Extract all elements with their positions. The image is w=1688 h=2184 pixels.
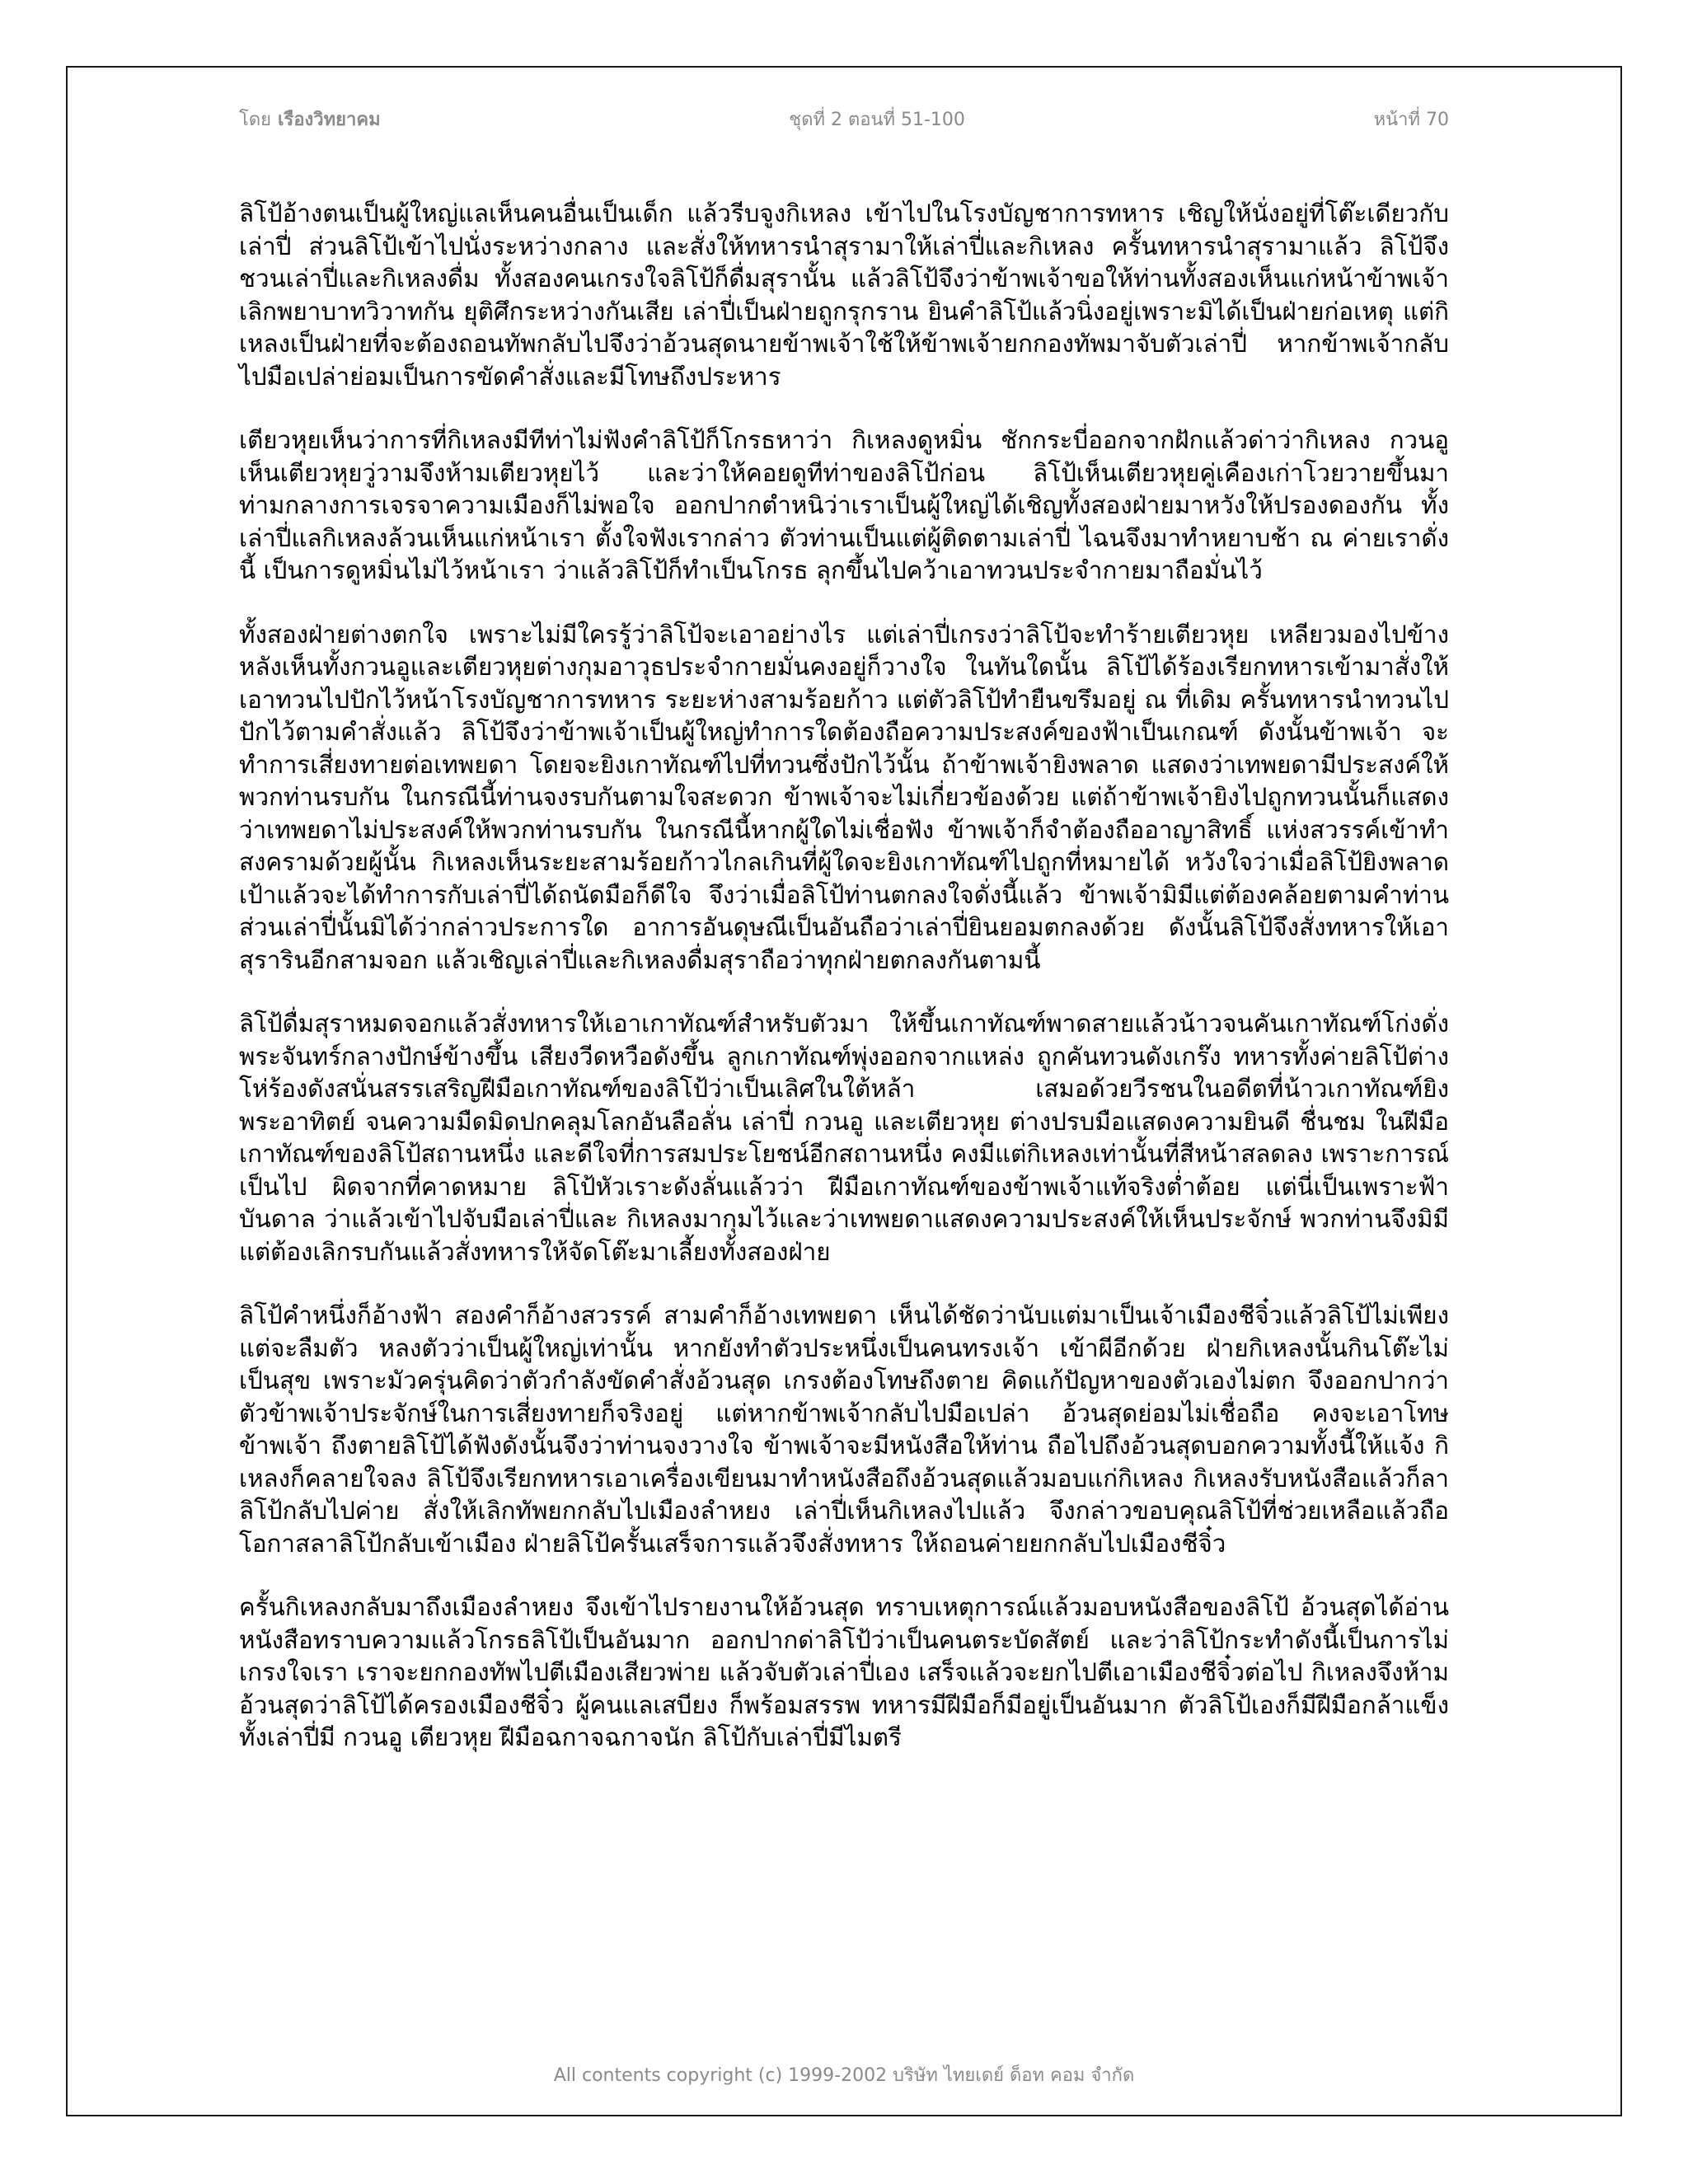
paragraph-4: ลิโป้ดื่มสุราหมดจอกแล้วสั่งทหารให้เอาเกาทัณฑ์สำหรับตัวมา ให้ขึ้นเกาทัณฑ์พาดสายแล้วน้าวจนคันเกาทัณฑ์โก่งดั่งพระจันทร์กลางปักษ์ข้างขึ้น เสียงวีดหวือดังขึ้น ลูกเกาทัณฑ์พุ่งออกจากแหล่ง ถูกคันทวนดังเกร๊ง ทหารทั้งค่ายลิโป้ต่างโห่ร้องดังสนั่นสรรเสริญฝีมือเกาทัณฑ์ของลิโป้ว่าเป็นเลิศในใต้หล้า เสมอด้วยวีรชนในอดีตที่น้าวเกาทัณฑ์ยิงพระอาทิตย์ จนความมืดมิดปกคลุมโลกอันลือลั่น เล่าปี่ กวนอู และเตียวหุย ต่างปรบมือแสดงความยินดี ชื่นชม ในฝีมือเกาทัณฑ์ของลิโป้สถานหนึ่ง และดีใจที่การสมประโยชน์อีกสถานหนึ่ง คงมีแต่กิเหลงเท่านั้นที่สีหน้าสลดลง เพราะการณ์เป็นไป ผิดจากที่คาดหมาย ลิโป้หัวเราะดังลั่นแล้วว่า ฝีมือเกาทัณฑ์ของข้าพเจ้าแท้จริงต่ำต้อย แต่นี่เป็นเพราะฟ้าบันดาล ว่าแล้วเข้าไปจับมือเล่าปี่และ กิเหลงมากุมไว้และว่าเทพยดาแสดงความประสงค์ให้เห็นประจักษ์ พวกท่านจึงมิมีแต่ต้องเลิกรบกันแล้วสั่งทหารให้จัดโต๊ะมาเลี้ยงทั้งสองฝ่าย	[239, 1010, 1449, 1266]
author-name: เรืองวิทยาคม	[278, 109, 381, 130]
article-body	[239, 198, 1449, 1786]
paragraph-5: ลิโป้คำหนึ่งก็อ้างฟ้า สองคำก็อ้างสวรรค์ สามคำก็อ้างเทพยดา เห็นได้ชัดว่านับแต่มาเป็นเจ้าเมืองชีจิ๋วแล้วลิโป้ไม่เพียงแต่จะลืมตัว หลงตัวว่าเป็นผู้ใหญ่เท่านั้น หากยังทำตัวประหนึ่งเป็นคนทรงเจ้า เข้าผีอีกด้วย ฝ่ายกิเหลงนั้นกินโต๊ะไม่เป็นสุข เพราะมัวครุ่นคิดว่าตัวกำลังขัดคำสั่งอ้วนสุด เกรงต้องโทษถึงตาย คิดแก้ปัญหาของตัวเองไม่ตก จึงออกปากว่าตัวข้าพเจ้าประจักษ์ในการเสี่ยงทายก็จริงอยู่ แต่หากข้าพเจ้ากลับไปมือเปล่า อ้วนสุดย่อมไม่เชื่อถือ คงจะเอาโทษข้าพเจ้า ถึงตายลิโป้ได้ฟังดังนั้นจึงว่าท่านจงวางใจ ข้าพเจ้าจะมีหนังสือให้ท่าน ถือไปถึงอ้วนสุดบอกความทั้งนี้ให้แจ้ง กิเหลงก็คลายใจลง ลิโป้จึงเรียกทหารเอาเครื่องเขียนมาทำหนังสือถึงอ้วนสุดแล้วมอบแก่กิเหลง กิเหลงรับหนังสือแล้วก็ลาลิโป้กลับไปค่าย สั่งให้เลิกทัพยกกลับไปเมืองลำหยง เล่าปี่เห็นกิเหลงไปแล้ว จึงกล่าวขอบคุณลิโป้ที่ช่วยเหลือแล้วถือโอกาสลาลิโป้กลับเข้าเมือง ฝ่ายลิโป้ครั้นเสร็จการแล้วจึงสั่งทหาร ให้ถอนค่ายยกกลับไปเมืองชีจิ๋ว	[239, 1301, 1449, 1558]
paragraph-1: ลิโป้อ้างตนเป็นผู้ใหญ่แลเห็นคนอื่นเป็นเด็ก แล้วรีบจูงกิเหลง เข้าไปในโรงบัญชาการทหาร เชิญให้นั่งอยู่ที่โต๊ะเดียวกับเล่าปี่ ส่วนลิโป้เข้าไปนั่งระหว่างกลาง และสั่งให้ทหารนำสุรามาให้เล่าปี่และกิเหลง ครั้นทหารนำสุรามาแล้ว ลิโป้จึงชวนเล่าปี่และกิเหลงดื่ม ทั้งสองคนเกรงใจลิโป้ก็ดื่มสุรานั้น แล้วลิโป้จึงว่าข้าพเจ้าขอให้ท่านทั้งสองเห็นแก่หน้าข้าพเจ้า เลิกพยาบาทวิวาทกัน ยุติศึกระหว่างกันเสีย เล่าปี่เป็นฝ่ายถูกรุกราน ยินคำลิโป้แล้วนิ่งอยู่เพราะมิได้เป็นฝ่ายก่อเหตุ แต่กิเหลงเป็นฝ่ายที่จะต้องถอนทัพกลับไปจึงว่าอ้วนสุดนายข้าพเจ้าใช้ให้ข้าพเจ้ายกกองทัพมาจับตัวเล่าปี่ หากข้าพเจ้ากลับไปมือเปล่าย่อมเป็นการขัดคำสั่งและมีโทษถึงประหาร	[239, 199, 1449, 391]
paragraph-2: เตียวหุยเห็นว่าการที่กิเหลงมีทีท่าไม่ฟังคำลิโป้ก็โกรธหาว่า กิเหลงดูหมิ่น ชักกระบี่ออกจากฝักแล้วด่าว่ากิเหลง กวนอูเห็นเตียวหุยวู่วามจึงห้ามเตียวหุยไว้ และว่าให้คอยดูทีท่าของลิโป้ก่อน ลิโป้เห็นเตียวหุยคู่เคืองเก่าโวยวายขึ้นมาท่ามกลางการเจรจาความเมืองก็ไม่พอใจ ออกปากตำหนิว่าเราเป็นผู้ใหญ่ได้เชิญทั้งสองฝ่ายมาหวังให้ปรองดองกัน ทั้งเล่าปี่แลกิเหลงล้วนเห็นแก่หน้าเรา ตั้งใจฟังเรากล่าว ตัวท่านเป็นแต่ผู้ติดตามเล่าปี่ ไฉนจึงมาทำหยาบช้า ณ ค่ายเราดั่งนี้ เป็นการดูหมิ่นไม่ไว้หน้าเรา ว่าแล้วลิโป้ก็ทำเป็นโกรธ ลุกขึ้นไปคว้าเอาทวนประจำกายมาถือมั่นไว้	[239, 426, 1449, 584]
page-number: หน้าที่ 70	[1373, 109, 1449, 130]
series-label: ชุดที่ 2 ตอนที่ 51-100	[789, 109, 965, 130]
page-header	[239, 102, 1449, 135]
author-prefix: โดย	[239, 109, 271, 130]
paragraph-3: ทั้งสองฝ่ายต่างตกใจ เพราะไม่มีใครรู้ว่าลิโป้จะเอาอย่างไร แต่เล่าปี่เกรงว่าลิโป้จะทำร้ายเตียวหุย เหลียวมองไปข้างหลังเห็นทั้งกวนอูและเตียวหุยต่างกุมอาวุธประจำกายมั่นคงอยู่ก็วางใจ ในทันใดนั้น ลิโป้ได้ร้องเรียกทหารเข้ามาสั่งให้เอาทวนไปปักไว้หน้าโรงบัญชาการทหาร ระยะห่างสามร้อยก้าว แต่ตัวลิโป้ทำยืนขรึมอยู่ ณ ที่เดิม ครั้นทหารนำทวนไปปักไว้ตามคำสั่งแล้ว ลิโป้จึงว่าข้าพเจ้าเป็นผู้ใหญ่ทำการใดต้องถือความประสงค์ของฟ้าเป็นเกณฑ์ ดังนั้นข้าพเจ้า จะทำการเสี่ยงทายต่อเทพยดา โดยจะยิงเกาทัณฑ์ไปที่ทวนซึ่งปักไว้นั้น ถ้าข้าพเจ้ายิงพลาด แสดงว่าเทพยดามีประสงค์ให้พวกท่านรบกัน ในกรณีนี้ท่านจงรบกันตามใจสะดวก ข้าพเจ้าจะไม่เกี่ยวข้องด้วย แต่ถ้าข้าพเจ้ายิงไปถูกทวนนั้นก็แสดงว่าเทพยดาไม่ประสงค์ให้พวกท่านรบกัน ในกรณีนี้หากผู้ใดไม่เชื่อฟัง ข้าพเจ้าก็จำต้องถืออาญาสิทธิ์ แห่งสวรรค์เข้าทำสงครามด้วยผู้นั้น กิเหลงเห็นระยะสามร้อยก้าวไกลเกินที่ผู้ใดจะยิงเกาทัณฑ์ไปถูกที่หมายได้ หวังใจว่าเมื่อลิโป้ยิงพลาดเป้าแล้วจะได้ทำการกับเล่าปี่ได้ถนัดมือก็ดีใจ จึงว่าเมื่อลิโป้ท่านตกลงใจดั่งนี้แล้ว ข้าพเจ้ามิมีแต่ต้องคล้อยตามคำท่าน ส่วนเล่าปี่นั้นมิได้ว่ากล่าวประการใด อาการอันดุษณีเป็นอันถือว่าเล่าปี่ยินยอมตกลงด้วย ดังนั้นลิโป้จึงสั่งทหารให้เอาสุรารินอีกสามจอก แล้วเชิญเล่าปี่และกิเหลงดื่มสุราถือว่าทุกฝ่ายตกลงกันตามนี้	[239, 620, 1449, 974]
copyright-footer: All contents copyright (c) 1999-2002 บริษัท ไทยเดย์ ด็อท คอม จำกัด	[553, 2065, 1135, 2086]
author-line	[239, 105, 381, 134]
paragraph-6: ครั้นกิเหลงกลับมาถึงเมืองลำหยง จึงเข้าไปรายงานให้อ้วนสุด ทราบเหตุการณ์แล้วมอบหนังสือของลิโป้ อ้วนสุดได้อ่านหนังสือทราบความแล้วโกรธลิโป้เป็นอันมาก ออกปากด่าลิโป้ว่าเป็นคนตระบัดสัตย์ และว่าลิโป้กระทำดังนี้เป็นการไม่เกรงใจเรา เราจะยกกองทัพไปตีเมืองเสียวพ่าย แล้วจับตัวเล่าปี่เอง เสร็จแล้วจะยกไปตีเอาเมืองชีจิ๋วต่อไป กิเหลงจึงห้ามอ้วนสุดว่าลิโป้ได้ครองเมืองชีจิ๋ว ผู้คนแลเสบียง ก็พร้อมสรรพ ทหารมีฝีมือก็มีอยู่เป็นอันมาก ตัวลิโป้เองก็มีฝีมือกล้าแข็ง ทั้งเล่าปี่มี กวนอู เตียวหุย ฝีมือฉกาจฉกาจนัก ลิโป้กับเล่าปี่มีไมตรี	[239, 1593, 1449, 1751]
